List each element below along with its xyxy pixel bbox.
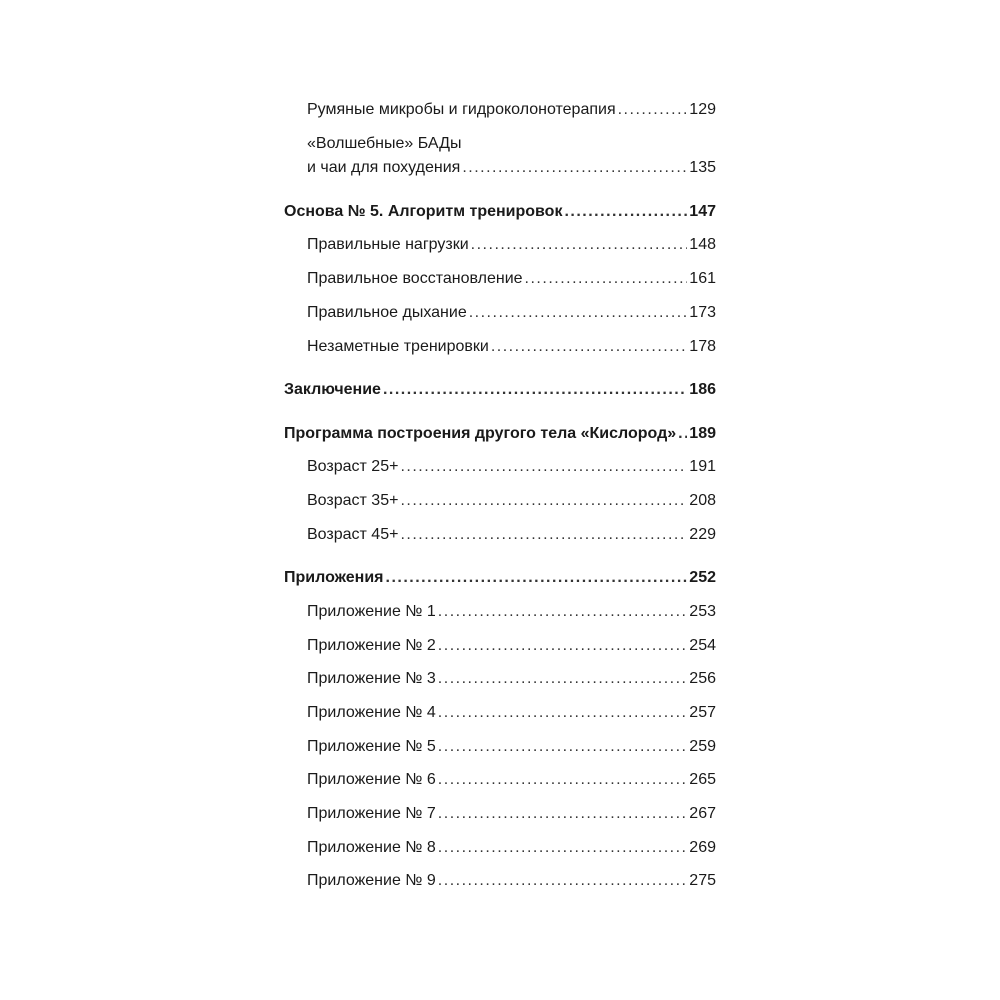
- toc-entry-title: Правильное дыхание: [307, 304, 467, 321]
- toc-entry-page: 265: [689, 771, 716, 788]
- toc-entry-page: 147: [689, 203, 716, 220]
- toc-leader-dots: [525, 267, 688, 291]
- toc-entry-title: Румяные микробы и гидроколонотерапия: [307, 101, 616, 118]
- toc-entry-title: Приложение № 5: [307, 738, 436, 755]
- toc-leader-dots: [678, 422, 687, 446]
- toc-entry: [307, 735, 716, 759]
- toc-entry: [307, 667, 716, 691]
- toc-entry-title: Приложение № 3: [307, 670, 436, 687]
- toc-entry-title: Приложение № 7: [307, 805, 436, 822]
- toc-section-entry: [284, 422, 716, 446]
- toc-entry: [307, 600, 716, 624]
- toc-entry-title: Правильные нагрузки: [307, 236, 469, 253]
- toc-leader-dots: [471, 233, 688, 257]
- toc-entry-page: 229: [689, 526, 716, 543]
- toc-entry-page: 191: [689, 458, 716, 475]
- toc-entry-title: Незаметные тренировки: [307, 338, 489, 355]
- toc-entry-page: 269: [689, 839, 716, 856]
- toc-entry: [307, 523, 716, 547]
- toc-entry: [307, 634, 716, 658]
- toc-leader-dots: [438, 600, 688, 624]
- toc-entry-title: Возраст 45+: [307, 526, 399, 543]
- toc-entry-title: Программа построения другого тела «Кислород»: [284, 425, 677, 442]
- toc-entry: [307, 455, 716, 479]
- toc-entry: [307, 301, 716, 325]
- toc-entry-title-line1: «Волшебные» БАДы: [307, 135, 462, 152]
- toc-section-entry: [284, 566, 716, 590]
- toc-entry-page: 208: [689, 492, 716, 509]
- toc-entry-page: 267: [689, 805, 716, 822]
- toc-leader-dots: [400, 489, 687, 513]
- toc-leader-dots: [386, 566, 688, 590]
- table-of-contents: [284, 0, 716, 1000]
- toc-entry: [307, 335, 716, 359]
- toc-section-entry: [284, 378, 716, 402]
- toc-leader-dots: [438, 667, 688, 691]
- toc-entry: [307, 701, 716, 725]
- toc-entry-title: Приложение № 4: [307, 704, 436, 721]
- toc-entry-page: 259: [689, 738, 716, 755]
- toc-entry-title: Приложение № 2: [307, 637, 436, 654]
- toc-entry-page: 275: [689, 872, 716, 889]
- toc-entry: [307, 768, 716, 792]
- toc-entry-title: Приложение № 6: [307, 771, 436, 788]
- toc-entry: [307, 132, 716, 180]
- toc-leader-dots: [438, 836, 688, 860]
- toc-entry-title-line2: и чаи для похудения: [307, 159, 461, 176]
- toc-entry: [307, 98, 716, 122]
- toc-leader-dots: [438, 768, 688, 792]
- toc-entry-title: Приложения: [284, 569, 384, 586]
- toc-leader-dots: [438, 802, 688, 826]
- toc-leader-dots: [438, 634, 688, 658]
- toc-entry: [307, 233, 716, 257]
- toc-entry: [307, 802, 716, 826]
- toc-entry: [307, 267, 716, 291]
- toc-entry-page: 189: [689, 425, 716, 442]
- toc-leader-dots: [469, 301, 688, 325]
- toc-leader-dots: [491, 335, 687, 359]
- toc-entry-page: 254: [689, 637, 716, 654]
- toc-entry-title: Возраст 25+: [307, 458, 399, 475]
- toc-section-entry: [284, 200, 716, 224]
- toc-entry-page: 173: [689, 304, 716, 321]
- toc-leader-dots: [438, 701, 688, 725]
- toc-entry-page: 161: [689, 270, 716, 287]
- toc-leader-dots: [618, 98, 688, 122]
- toc-entry-title: Заключение: [284, 381, 381, 398]
- toc-entry-page: 253: [689, 603, 716, 620]
- toc-entry-title: Возраст 35+: [307, 492, 399, 509]
- toc-leader-dots: [383, 378, 687, 402]
- toc-entry-page: 135: [689, 159, 716, 176]
- toc-entry: [307, 869, 716, 893]
- toc-entry-page: 148: [689, 236, 716, 253]
- toc-entry-title: Приложение № 8: [307, 839, 436, 856]
- toc-entry: [307, 489, 716, 513]
- toc-entry: [307, 836, 716, 860]
- toc-leader-dots: [462, 156, 687, 180]
- toc-entry-title: Приложение № 9: [307, 872, 436, 889]
- toc-leader-dots: [400, 455, 687, 479]
- toc-leader-dots: [564, 200, 687, 224]
- toc-leader-dots: [438, 869, 688, 893]
- toc-entry-title: Правильное восстановление: [307, 270, 523, 287]
- toc-entry-page: 256: [689, 670, 716, 687]
- toc-entry-page: 178: [689, 338, 716, 355]
- toc-leader-dots: [438, 735, 688, 759]
- toc-entry-page: 129: [689, 101, 716, 118]
- toc-entry-title: Приложение № 1: [307, 603, 436, 620]
- toc-leader-dots: [400, 523, 687, 547]
- toc-entry-page: 257: [689, 704, 716, 721]
- toc-entry-page: 186: [689, 381, 716, 398]
- toc-entry-title: Основа № 5. Алгоритм тренировок: [284, 203, 563, 220]
- toc-entry-page: 252: [689, 569, 716, 586]
